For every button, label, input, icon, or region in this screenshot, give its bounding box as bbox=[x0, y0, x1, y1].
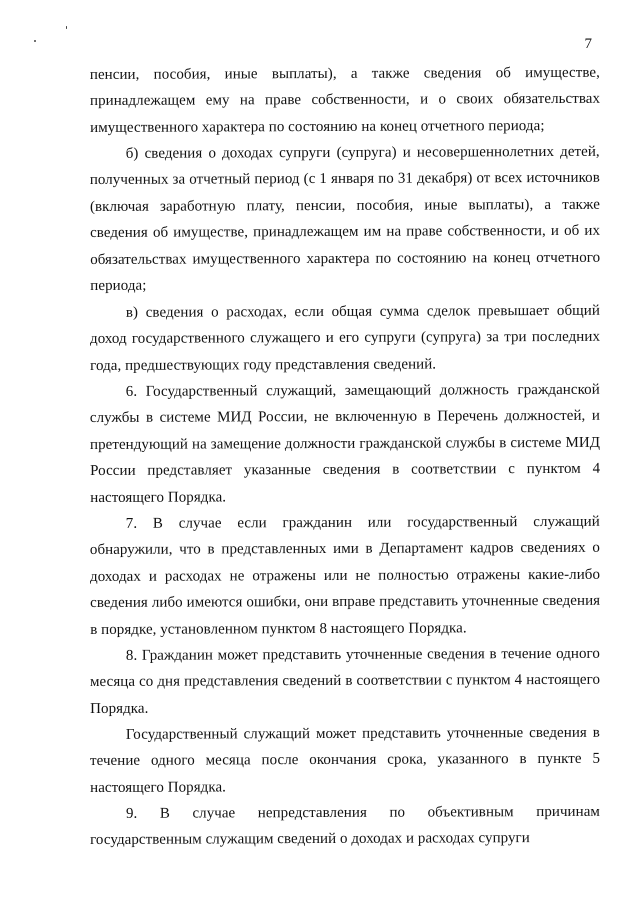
paragraph-continuation: пенсии, пособия, иные выплаты), а также сведения об имуществе, принадлежащем ему на праве собственности, и о своих обязательствах имущественного характера по состоянию на конец отчетного периода; bbox=[89, 64, 601, 136]
page-number: 7 bbox=[584, 36, 592, 52]
paragraph-clause-9: 9. В случае непредставления по объективным причинам государственным служащим сведений о доходах и расходах супруги bbox=[90, 804, 600, 849]
paragraph-item-b: б) сведения о доходах супруги (супруга) и несовершеннолетних детей, полученных за отчетный период (с 1 января по 31 декабря) от всех источников (включая заработную плату, пенсии, пособия, иные выплаты), а также сведения об имуществе, принадлежащем им на праве собственности, и об их обязательствах имущественного характера по состоянию на конец отчетного периода; bbox=[89, 143, 601, 295]
paragraph-clause-8-civil-servant: Государственный служащий может представить уточненные сведения в течение одного месяца после окончания срока, указанного в пункте 5 настоящего Порядка. bbox=[89, 724, 601, 796]
paragraph-clause-6: 6. Государственный служащий, замещающий должность гражданской службы в системе МИД России, не включенную в Перечень должностей, и претендующий на замещение должности гражданской службы в системе МИД России представляет указанные сведения в соответствии с пунктом 4 настоящего Порядка. bbox=[89, 381, 601, 506]
document-body bbox=[90, 62, 600, 854]
paragraph-clause-8: 8. Гражданин может представить уточненные сведения в течение одного месяца со дня представления сведений в соответствии с пунктом 4 настоящего Порядка. bbox=[89, 645, 601, 717]
scan-speck bbox=[34, 40, 36, 42]
scan-speck bbox=[66, 26, 67, 29]
paragraph-clause-7: 7. В случае если гражданин или государственный служащий обнаружили, что в представленных ими в Департамент кадров сведениях о доходах и расходах не отражены или не полностью отражены какие-либо сведения либо имеются ошибки, они вправе представить уточненные сведения в порядке, установленном пунктом 8 настоящего Порядка. bbox=[89, 513, 601, 638]
paragraph-item-v: в) сведения о расходах, если общая сумма сделок превышает общий доход государственного служащего и его супруги (супруга) за три последних года, предшествующих году представления сведений. bbox=[89, 302, 601, 374]
